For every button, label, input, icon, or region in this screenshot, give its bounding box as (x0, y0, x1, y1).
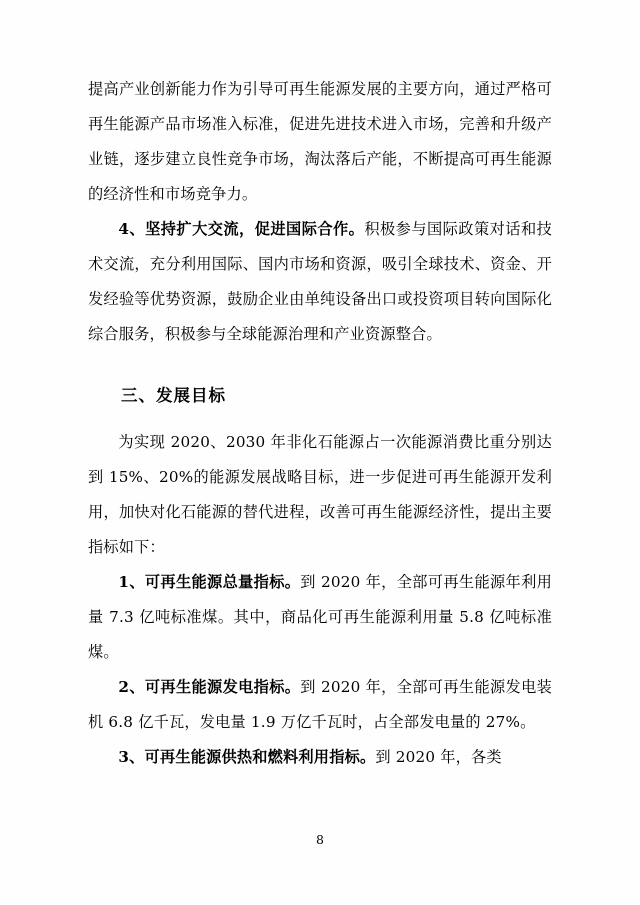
paragraph-1-text: 提高产业创新能力作为引导可再生能源发展的主要方向，通过严格可再生能源产品市场准入标准，促进先进技术进入市场，完善和升级产业链，逐步建立良性竞争市场，淘汰落后产能，不断提高可再生能源的经济性和市场竞争力。 (88, 80, 552, 203)
paragraph-6 (88, 740, 552, 775)
section-heading: 三、发展目标 (121, 386, 226, 405)
paragraph-3-text: 为实现 2020、2030 年非化石能源占一次能源消费比重分别达到 15%、20%的能源发展战略目标，进一步促进可再生能源开发利用，加快对化石能源的替代进程，改善可再生能源经济性，提出主要指标如下： (88, 433, 552, 556)
paragraph-5-lead: 2、可再生能源发电指标。 (118, 678, 301, 696)
spacer (88, 352, 552, 364)
page-content (88, 72, 552, 775)
paragraph-5 (88, 670, 552, 740)
paragraph-3 (88, 425, 552, 565)
paragraph-2 (88, 212, 552, 352)
paragraph-4-text: 到 2020 年，全部可再生能源年利用量 7.3 亿吨标准煤。其中，商品化可再生能源利用量 5.8 亿吨标准煤。 (88, 573, 552, 661)
paragraph-4-lead: 1、可再生能源总量指标。 (118, 573, 301, 591)
paragraph-2-text: 积极参与国际政策对话和技术交流，充分利用国际、国内市场和资源，吸引全球技术、资金、开发经验等优势资源，鼓励企业由单纯设备出口或投资项目转向国际化综合服务，积极参与全球能源治理和产业资源整合。 (88, 220, 552, 343)
paragraph-6-text: 到 2020 年，各类 (375, 748, 502, 766)
paragraph-4 (88, 565, 552, 670)
paragraph-2-lead: 4、坚持扩大交流，促进国际合作。 (118, 220, 365, 238)
paragraph-1 (88, 72, 552, 212)
paragraph-5-text: 到 2020 年，全部可再生能源发电装机 6.8 亿千瓦，发电量 1.9 万亿千瓦时，占全部发电量的 27%。 (88, 678, 552, 731)
page-number: 8 (316, 832, 324, 847)
paragraph-6-lead: 3、可再生能源供热和燃料利用指标。 (118, 748, 376, 766)
